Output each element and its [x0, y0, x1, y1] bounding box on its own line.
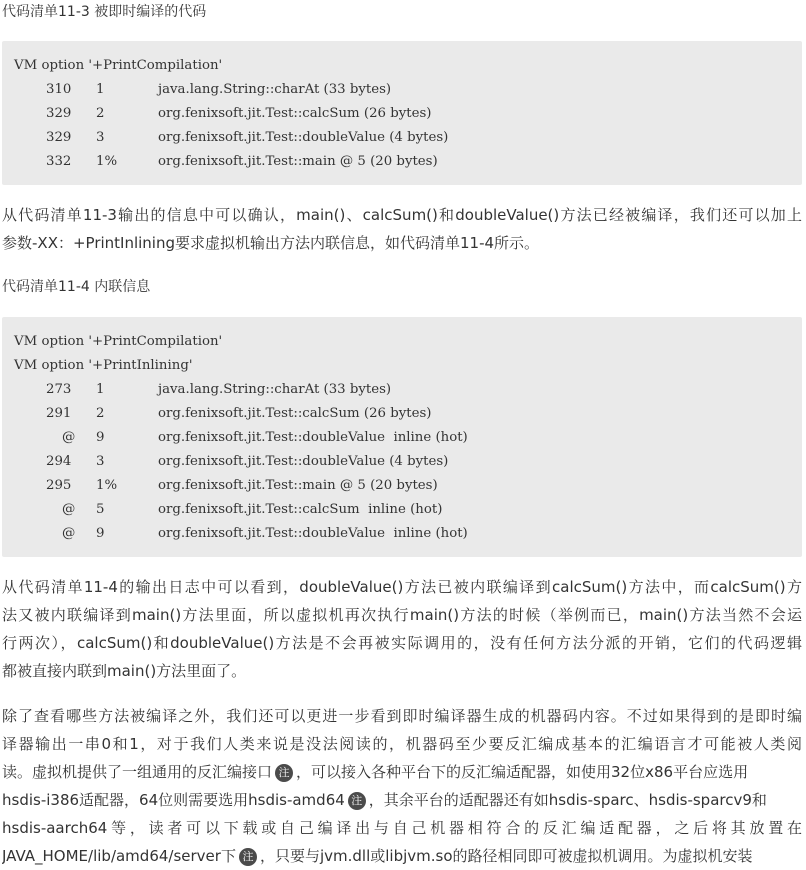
code-block [2, 41, 802, 185]
code-line: 332 1% org.fenixsoft.jit.Test::main @ 5 (20 bytes) [46, 154, 438, 169]
footnote-marker[interactable]: 注 [348, 792, 366, 810]
paragraph-line: 译器输出一串0和1，对于我们人类来说是没法阅读的，机器码至少要反汇编成基本的汇编语言才可能被人类阅 [2, 735, 802, 753]
paragraph-line: 都被直接内联到main()方法里面了。 [2, 662, 247, 680]
paragraph [2, 702, 802, 870]
paragraph-line: 除了查看哪些方法被编译之外，我们还可以更进一步看到即时编译器生成的机器码内容。不过如果得到的是即时编 [2, 707, 802, 725]
paragraph-line: 从代码清单11-4的输出日志中可以看到，doubleValue()方法已被内联编译到calcSum()方法中，而calcSum()方 [2, 578, 802, 596]
code-line: @ 9 org.fenixsoft.jit.Test::doubleValue inline (hot) [62, 526, 468, 541]
paragraph-line: 读。虚拟机提供了一组通用的反汇编接口 注 ，可以接入各种平台下的反汇编适配器，如使用32位x86平台应选用 [2, 763, 749, 781]
footnote-marker[interactable]: 注 [275, 764, 293, 782]
code-line: @ 5 org.fenixsoft.jit.Test::calcSum inline (hot) [62, 502, 443, 517]
paragraph-line: hsdis-aarch64等，读者可以下载或自己编译出与自己机器相符合的反汇编适配器，之后将其放置在 [2, 819, 802, 837]
paragraph-line: 行两次），calcSum()和doubleValue()方法是不会再被实际调用的，没有任何方法分派的开销，它们的代码逻辑 [2, 634, 802, 652]
paragraph [2, 573, 802, 685]
code-line: 273 1 java.lang.String::charAt (33 bytes) [46, 382, 392, 397]
code-line: @ 9 org.fenixsoft.jit.Test::doubleValue inline (hot) [62, 430, 468, 445]
code-line: 329 2 org.fenixsoft.jit.Test::calcSum (26 bytes) [46, 106, 432, 121]
footnote-marker[interactable]: 注 [239, 848, 257, 866]
code-line: 294 3 org.fenixsoft.jit.Test::doubleValue (4 bytes) [46, 454, 449, 469]
paragraph-line: 从代码清单11-3输出的信息中可以确认，main()、calcSum()和doubleValue()方法已经被编译，我们还可以加上 [2, 206, 802, 224]
code-line: VM option '+PrintCompilation' [14, 334, 223, 349]
code-line: VM option '+PrintCompilation' [14, 58, 223, 73]
code-line: 310 1 java.lang.String::charAt (33 bytes) [46, 82, 392, 97]
paragraph [2, 201, 802, 257]
paragraph-line: 参数-XX：+PrintInlining要求虚拟机输出方法内联信息，如代码清单11-4所示。 [2, 234, 540, 252]
code-line: VM option '+PrintInlining' [14, 358, 193, 373]
code-listing-caption: 代码清单11-3 被即时编译的代码 [2, 4, 207, 20]
code-listing-caption: 代码清单11-4 内联信息 [2, 279, 151, 295]
code-line: 329 3 org.fenixsoft.jit.Test::doubleValue (4 bytes) [46, 130, 449, 145]
code-line: 295 1% org.fenixsoft.jit.Test::main @ 5 (20 bytes) [46, 478, 438, 493]
paragraph-line: hsdis-i386适配器，64位则需要选用hsdis-amd64 注 ，其余平台的适配器还有如hsdis-sparc、hsdis-sparcv9和 [2, 791, 767, 809]
code-block [2, 317, 802, 557]
code-line: 291 2 org.fenixsoft.jit.Test::calcSum (26 bytes) [46, 406, 432, 421]
paragraph-line: 法又被内联编译到main()方法里面，所以虚拟机再次执行main()方法的时候（举例而已，main()方法当然不会运 [2, 606, 802, 624]
paragraph-line: JAVA_HOME/lib/amd64/server下 注 ，只要与jvm.dll或libjvm.so的路径相同即可被虚拟机调用。为虚拟机安装 [2, 847, 753, 865]
